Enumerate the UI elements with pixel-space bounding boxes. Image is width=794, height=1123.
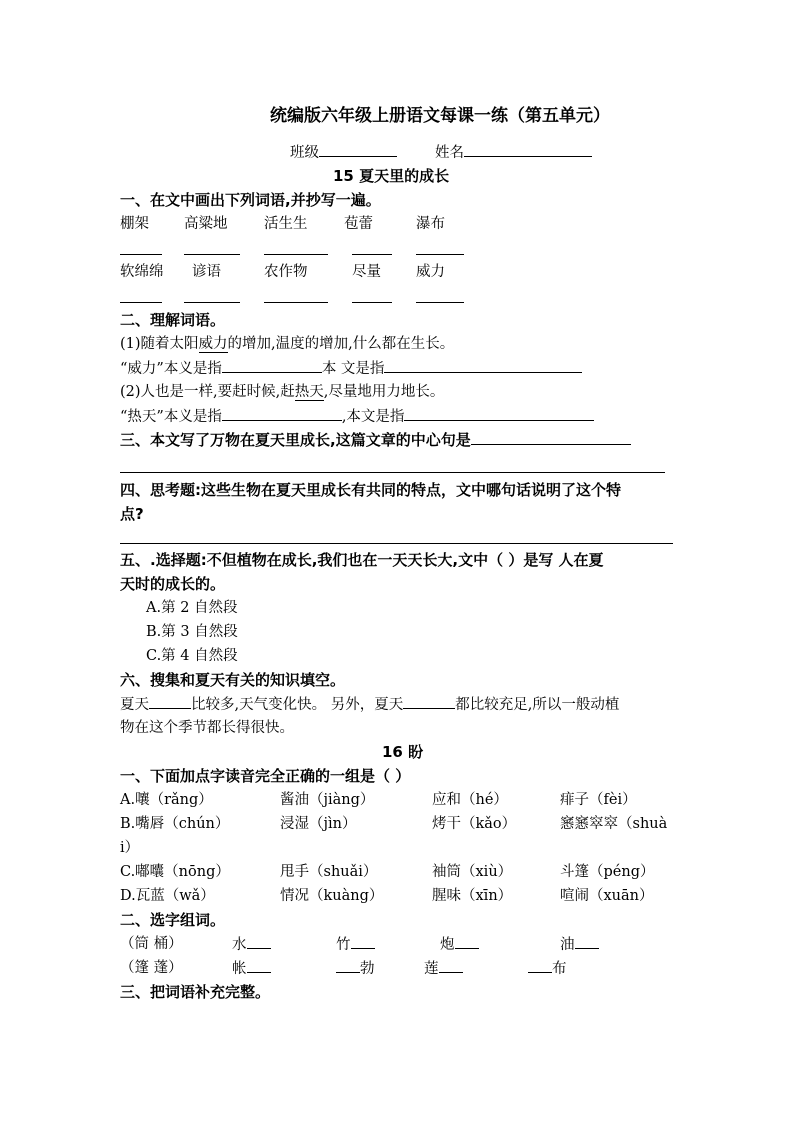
page-title: 统编版六年级上册语文每课一练（第五单元）: [270, 106, 610, 126]
word: 苞蕾: [344, 216, 373, 232]
l16-q1-heading: 一、下面加点字读音完全正确的一组是（ ）: [120, 767, 411, 785]
option-b-item[interactable]: B.嘴唇（chún）: [120, 816, 230, 832]
class-label: 班级: [290, 145, 319, 161]
l15-q2-meaning2: “热天”本义是指 ,本文是指: [120, 406, 594, 427]
answer-blank[interactable]: [471, 430, 631, 445]
copy-blank[interactable]: [264, 254, 328, 255]
l15-q2-meaning1: “威力”本义是指 本 文是指: [120, 358, 582, 379]
copy-blank[interactable]: [416, 302, 464, 303]
answer-line[interactable]: [120, 472, 665, 473]
fill-item[interactable]: 炮: [440, 934, 479, 955]
fill-item[interactable]: 水: [232, 934, 271, 955]
l16-q2-heading: 二、选字组词。: [120, 911, 226, 929]
option-c[interactable]: C.第 4 自然段: [146, 648, 238, 664]
answer-blank[interactable]: [149, 694, 191, 709]
pinyin-item: 窸窸窣窣（shuà: [560, 816, 668, 832]
word: 瀑布: [416, 216, 445, 232]
fill-item[interactable]: 竹: [336, 934, 375, 955]
l15-q5-line2: 天时的成长的。: [120, 575, 226, 593]
option-d-item[interactable]: D.瓦蓝（wǎ）: [120, 888, 215, 904]
l15-q6-line1: 夏天 比较多,天气变化快。 另外，夏天 都比较充足,所以一般动植: [120, 694, 619, 715]
copy-blank[interactable]: [120, 302, 162, 303]
answer-line[interactable]: [120, 543, 673, 544]
l15-q4-line2: 点?: [120, 505, 144, 523]
pinyin-item: 袖筒（xiù）: [432, 864, 513, 880]
l16-q3-heading: 三、把词语补充完整。: [120, 983, 271, 1001]
option-c-item[interactable]: C.嘟囔（nōng）: [120, 864, 230, 880]
l15-q5-line1: 五、.选择题:不但植物在成长,我们也在一天天长大,文中（ ）是写 人在夏: [120, 551, 604, 569]
pinyin-item: 甩手（shuǎi）: [280, 864, 378, 880]
word: 威力: [416, 264, 445, 280]
name-label: 姓名: [435, 145, 464, 161]
l15-q6-heading: 六、搜集和夏天有关的知识填空。: [120, 671, 346, 689]
pinyin-item: 烤干（kǎo）: [432, 816, 517, 832]
word: 活生生: [264, 216, 308, 232]
copy-blank[interactable]: [264, 302, 328, 303]
l15-q2-sentence1: (1)随着太阳威力的增加,温度的增加,什么都在生长。: [120, 336, 455, 352]
l15-q1-heading: 一、在文中画出下列词语,并抄写一遍。: [120, 191, 381, 209]
fill-item[interactable]: 油: [560, 934, 599, 955]
pinyin-item: 腥味（xīn）: [432, 888, 513, 904]
answer-blank[interactable]: [403, 694, 455, 709]
copy-blank[interactable]: [184, 254, 240, 255]
pinyin-item: 斗篷（péng）: [560, 864, 655, 880]
class-field[interactable]: [290, 142, 397, 163]
l15-q2-sentence2: (2)人也是一样,要赶时候,赶热天,尽量地用力地长。: [120, 384, 445, 400]
answer-blank[interactable]: [384, 358, 582, 373]
pinyin-item: 浸湿（jìn）: [280, 816, 357, 832]
word: 软绵绵: [120, 264, 164, 280]
fill-item[interactable]: 勃: [336, 958, 375, 979]
l15-q6-line2: 物在这个季节都长得很快。: [120, 720, 294, 736]
word: 尽量: [352, 264, 381, 280]
name-field[interactable]: [435, 142, 592, 163]
fill-item[interactable]: 布: [528, 958, 567, 979]
word: 谚语: [192, 264, 221, 280]
fill-item[interactable]: 帐: [232, 958, 271, 979]
option-a[interactable]: A.第 2 自然段: [146, 600, 238, 616]
copy-blank[interactable]: [416, 254, 464, 255]
pinyin-item: 应和（hé）: [432, 792, 508, 808]
copy-blank[interactable]: [120, 254, 162, 255]
l15-q3: 三、本文写了万物在夏天里成长,这篇文章的中心句是: [120, 430, 631, 450]
word: 棚架: [120, 216, 149, 232]
lesson16-title: 16 盼: [382, 743, 424, 761]
copy-blank[interactable]: [352, 254, 392, 255]
answer-blank[interactable]: [222, 406, 342, 421]
pinyin-wrap: i）: [120, 840, 140, 856]
word: 高粱地: [184, 216, 228, 232]
pinyin-item: 喧闹（xuān）: [560, 888, 654, 904]
fill-item[interactable]: 莲: [424, 958, 463, 979]
pinyin-item: 酱油（jiàng）: [280, 792, 375, 808]
pinyin-item: 痱子（fèi）: [560, 792, 637, 808]
char-pair: （篷 蓬）: [120, 960, 183, 976]
pinyin-item: 情况（kuàng）: [280, 888, 384, 904]
option-a-item[interactable]: A.嚷（rǎng）: [120, 792, 213, 808]
l15-q2-heading: 二、理解词语。: [120, 311, 226, 329]
lesson15-title: 15 夏天里的成长: [333, 167, 450, 185]
word: 农作物: [264, 264, 308, 280]
copy-blank[interactable]: [184, 302, 240, 303]
copy-blank[interactable]: [352, 302, 392, 303]
option-b[interactable]: B.第 3 自然段: [146, 624, 238, 640]
answer-blank[interactable]: [222, 358, 322, 373]
answer-blank[interactable]: [404, 406, 594, 421]
l15-q4-line1: 四、思考题:这些生物在夏天里成长有共同的特点，文中哪句话说明了这个特: [120, 481, 622, 499]
char-pair: （筒 桶）: [120, 936, 183, 952]
